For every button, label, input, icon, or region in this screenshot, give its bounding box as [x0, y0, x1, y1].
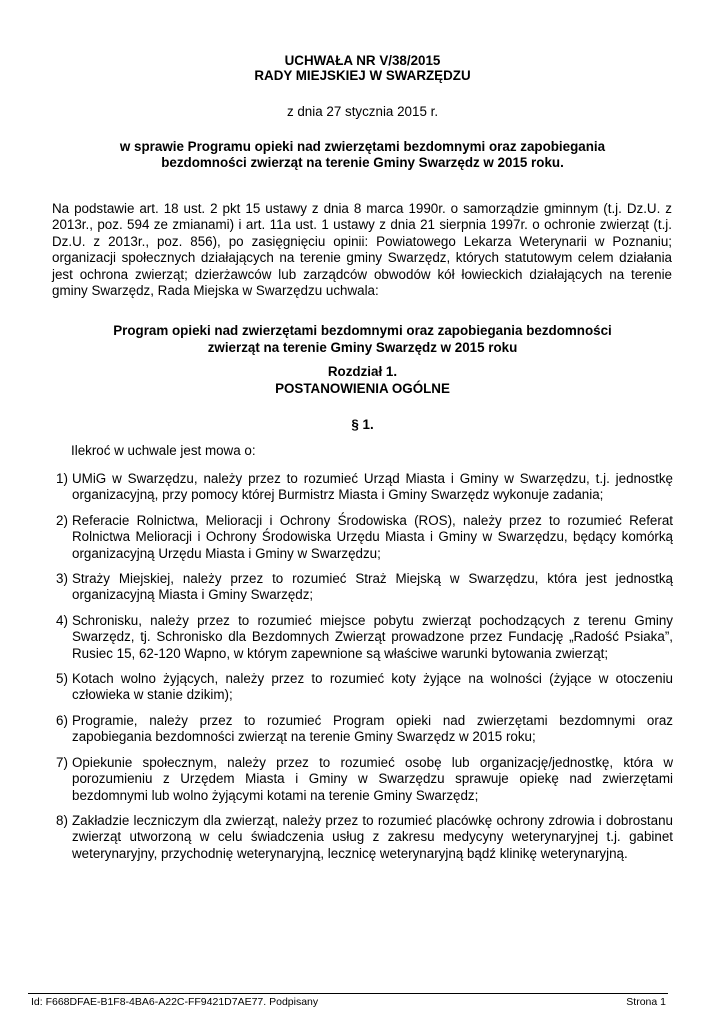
- chapter-name: POSTANOWIENIA OGÓLNE: [275, 380, 450, 396]
- list-item-text: Referacie Rolnictwa, Melioracji i Ochrony Środowiska (ROS), należy przez to rozumieć Referat Rolnictwa Melioracji i Ochrony Środowiska Urzędu Miasta i Gminy w Swarzędzu, będący komórką organizacyjną Urzędu Miasta i Gminy w Swarzędzu;: [72, 512, 673, 561]
- list-item: [56, 713, 673, 746]
- resolution-title: [0, 53, 725, 83]
- legal-basis-paragraph: Na podstawie art. 18 ust. 2 pkt 15 ustawy z dnia 8 marca 1990r. o samorządzie gminnym (t.j. Dz.U. z 2013r., poz. 594 ze zmianami) i art. 11a ust. 1 ustawy z dnia 21 sierpnia 1997r. o ochronie zwierząt (t.j. Dz.U. z 2013r., poz. 856), po zasięgnięciu opinii: Powiatowego Lekarza Weterynarii w Poznaniu; organizacji społecznych działających na terenie gminy Swarzędz, których statutowym celem działania jest ochrona zwierząt; dzierżawców lub zarządców obwodów kół łowieckich działających na terenie gminy Swarzędz, Rada Miejska w Swarzędzu uchwala:: [52, 201, 672, 299]
- definitions-lead: Ilekroć w uchwale jest mowa o:: [71, 443, 256, 458]
- list-item-number: 6): [56, 712, 68, 728]
- list-item-text: Zakładzie leczniczym dla zwierząt, należy przez to rozumieć placówkę ochrony zdrowia i dobrostanu zwierząt utworzoną w celu świadczenia usług z zakresu medycyny weterynaryjnej t.j. gabinet weterynaryjny, przychodnię weterynaryjną, lecznicę weterynaryjną bądź klinikę weterynaryjną.: [72, 812, 673, 861]
- list-item-number: 5): [56, 671, 68, 687]
- list-item-text: Programie, należy przez to rozumieć Program opieki nad zwierzętami bezdomnymi oraz zapobiegania bezdomności zwierząt na terenie Gminy Swarzędz w 2015 roku;: [72, 712, 673, 745]
- subject-line-2: bezdomności zwierząt na terenie Gminy Swarzędz w 2015 roku.: [161, 154, 564, 170]
- list-item: [56, 471, 673, 504]
- list-item: [56, 571, 673, 604]
- list-item-text: Opiekunie społecznym, należy przez to rozumieć osobę lub organizację/jednostkę, która w porozumieniu z Urzędem Miasta i Gminy w Swarzędzu sprawuje opiekę nad zwierzętami bezdomnymi lub wolno żyjącymi kotami na terenie Gminy Swarzędz;: [72, 754, 673, 803]
- footer-divider: [28, 993, 668, 994]
- resolution-subject: [60, 139, 665, 170]
- list-item-number: 8): [56, 812, 68, 828]
- program-title-line-1: Program opieki nad zwierzętami bezdomnymi oraz zapobiegania bezdomności: [113, 323, 612, 338]
- list-item: [56, 813, 673, 862]
- list-item-text: Kotach wolno żyjących, należy przez to rozumieć koty żyjące na wolności (żyjące w otoczeniu człowieka w stanie dzikim);: [72, 671, 673, 703]
- list-item-text: Straży Miejskiej, należy przez to rozumieć Straż Miejską w Swarzędzu, która jest jednostką organizacyjną Miasta i Gminy Swarzędz;: [72, 571, 673, 603]
- resolution-number: UCHWAŁA NR V/38/2015: [284, 53, 441, 68]
- chapter-heading: [0, 364, 725, 397]
- list-item-text: Schronisku, należy przez to rozumieć miejsce pobytu zwierząt pochodzących z terenu Gminy Swarzędz, tj. Schronisko dla Bezdomnych Zwierząt prowadzone przez Fundację „Radość Psiaka”, Rusiec 15, 62-120 Wapno, w którym zapewnione są właściwe warunki bytowania zwierząt;: [72, 612, 673, 661]
- chapter-number: Rozdział 1.: [327, 364, 398, 379]
- list-item-number: 3): [56, 571, 68, 587]
- list-item-text: UMiG w Swarzędzu, należy przez to rozumieć Urząd Miasta i Gminy w Swarzędzu, t.j. jednostkę organizacyjną, przy pomocy której Burmistrz Miasta i Gminy Swarzędz wykonuje zadania;: [72, 471, 673, 503]
- council-name: RADY MIEJSKIEJ W SWARZĘDZU: [254, 68, 471, 83]
- program-title: [60, 323, 665, 356]
- page-number: Strona 1: [626, 996, 666, 1008]
- definitions-list: [56, 471, 673, 871]
- list-item-number: 7): [56, 754, 68, 770]
- subject-line-1: w sprawie Programu opieki nad zwierzętami bezdomnymi oraz zapobiegania: [119, 139, 606, 154]
- document-id: Id: F668DFAE-B1F8-4BA6-A22C-FF9421D7AE77. Podpisany: [31, 996, 319, 1008]
- list-item-number: 1): [56, 471, 68, 486]
- list-item: [56, 513, 673, 562]
- list-item: [56, 613, 673, 662]
- program-title-line-2: zwierząt na terenie Gminy Swarzędz w 2015 roku: [207, 339, 518, 355]
- list-item-number: 4): [56, 612, 68, 628]
- resolution-date: z dnia 27 stycznia 2015 r.: [286, 104, 439, 119]
- section-symbol: § 1.: [351, 417, 374, 432]
- list-item-number: 2): [56, 512, 68, 528]
- list-item: [56, 671, 673, 704]
- list-item: [56, 755, 673, 804]
